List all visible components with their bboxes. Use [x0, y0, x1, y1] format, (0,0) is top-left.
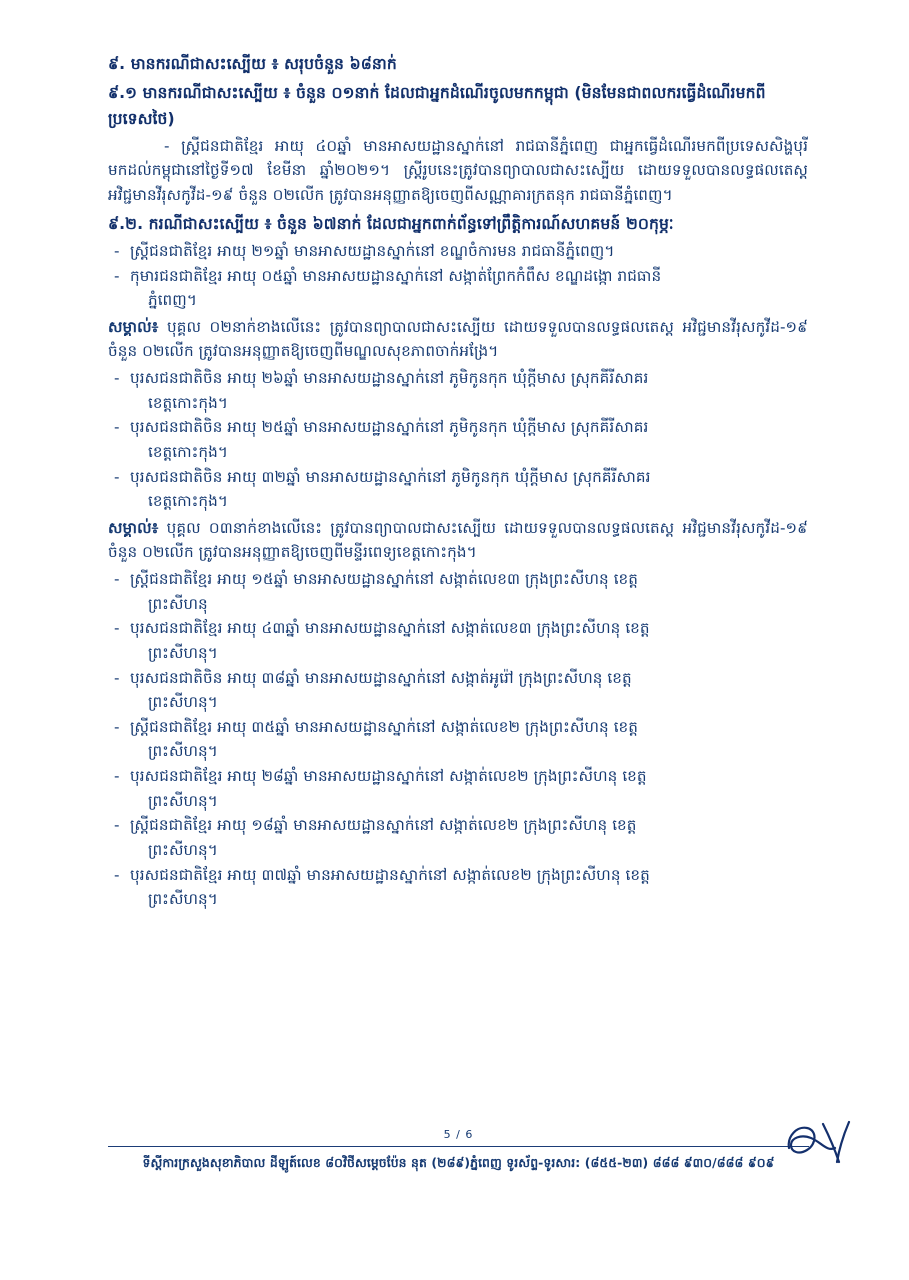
dash-marker: - — [114, 467, 120, 486]
page-number: 5 / 6 — [443, 1128, 474, 1141]
list-item-line-cont: ព្រះសីហនុ។ — [148, 643, 218, 662]
list-item — [108, 813, 808, 862]
list-item — [108, 863, 808, 912]
list-item-line-cont: ខេត្តកោះកុង។ — [148, 393, 228, 412]
list-item-line-cont: ព្រះសីហនុ។ — [148, 890, 218, 909]
list-item — [108, 715, 808, 764]
summary-text: បុគ្គល ០៣នាក់ខាងលើនេះ ត្រូវបានព្យាបាលជាសះស្បើយ ដោយទទួលបានលទ្ធផលតេស្ត អវិជ្ជមានវីរុសកូវីដ-១៩ ចំនួន ០២លើក ត្រូវបានអនុញ្ញាតឱ្យចេញពីមន្ទីរពេទ្យខេត្តកោះកុង។ — [108, 518, 808, 562]
list-item — [108, 264, 808, 313]
list-item-line: បុរសជនជាតិខ្មែរ អាយុ ៣៧ឆ្នាំ មានអាសយដ្ឋានស្នាក់នៅ សង្កាត់លេខ២ ក្រុងព្រះសីហនុ ខេត្ត — [130, 865, 650, 884]
dash-marker: - — [114, 865, 120, 884]
dash-marker: - — [114, 717, 120, 736]
list-item — [108, 366, 808, 415]
dash-marker: - — [114, 369, 120, 387]
section-heading-9-1: ៩.១ មានករណីជាសះស្បើយ ៖ ចំនួន ០១នាក់ ដែលជាអ្នកដំណើរចូលមកកម្ពុជា (មិនមែនជាពលករធ្វើដំណើរមកពីប្រទេសថៃ) — [108, 84, 766, 128]
case-list-group-2 — [108, 366, 808, 514]
summary-note-2 — [108, 516, 808, 565]
list-item-line: ស្ត្រីជនជាតិខ្មែរ អាយុ ៣៥ឆ្នាំ មានអាសយដ្ឋានស្នាក់នៅ សង្កាត់លេខ២ ក្រុងព្រះសីហនុ ខេត្ត — [130, 717, 638, 736]
document-body — [108, 52, 808, 912]
summary-text: បុគ្គល ០២នាក់ខាងលើនេះ ត្រូវបានព្យាបាលជាសះស្បើយ ដោយទទួលបានលទ្ធផលតេស្ត អវិជ្ជមានវីរុសកូវីដ-១៩ ចំនួន ០២លើក ត្រូវបានអនុញ្ញាតឱ្យចេញពីមណ្ឌលសុខភាពចាក់អង្រែ។ — [108, 317, 808, 361]
summary-label: សម្គាល់៖ — [108, 317, 159, 336]
dash-marker: - — [114, 816, 120, 835]
list-item-line-cont: ព្រះសីហនុ — [148, 594, 208, 613]
dash-marker: - — [114, 668, 120, 687]
list-item — [108, 415, 808, 464]
footer-divider — [108, 1146, 809, 1147]
list-item-line: បុរសជនជាតិចិន អាយុ ២៥ឆ្នាំ មានអាសយដ្ឋានស្នាក់នៅ ភូមិកូនកុក ឃុំក្ដីមាស ស្រុកគីរីសាគរ — [130, 418, 649, 437]
page-footer — [108, 1128, 809, 1173]
list-item-line-cont: ព្រះសីហនុ។ — [148, 693, 218, 712]
list-item-line: បុរសជនជាតិចិន អាយុ ២៦ឆ្នាំ មានអាសយដ្ឋានស្នាក់នៅ ភូមិកូនកុក ឃុំក្ដីមាស ស្រុកគីរីសាគរ — [130, 369, 649, 387]
dash-marker: - — [114, 767, 120, 785]
list-item-line: កុមារជនជាតិខ្មែរ អាយុ ០៥ឆ្នាំ មានអាសយដ្ឋានស្នាក់នៅ សង្កាត់ព្រែកកំពឹស ខណ្ឌដង្កោ រាជធានី — [130, 266, 662, 285]
list-item-line: ស្ត្រីជនជាតិខ្មែរ អាយុ ១៨ឆ្នាំ មានអាសយដ្ឋានស្នាក់នៅ សង្កាត់លេខ២ ក្រុងព្រះសីហនុ ខេត្ត — [130, 816, 637, 835]
list-item-line-cont: ខេត្តកោះកុង។ — [148, 442, 228, 461]
section-heading-9: ៩. មានករណីជាសះស្បើយ ៖ សរុបចំនួន ៦៨នាក់ — [108, 55, 397, 73]
dash-marker: - — [114, 570, 120, 588]
list-item-line: បុរសជនជាតិចិន អាយុ ៣៨ឆ្នាំ មានអាសយដ្ឋានស្នាក់នៅ សង្កាត់អូរ៉ៅ ក្រុងព្រះសីហនុ ខេត្ត — [130, 668, 632, 687]
list-item-line-cont: ព្រះសីហនុ។ — [148, 791, 218, 810]
signature-mark — [783, 1118, 857, 1168]
list-item-line: ស្ត្រីជនជាតិខ្មែរ អាយុ ២១ឆ្នាំ មានអាសយដ្ឋានស្នាក់នៅ ខណ្ឌចំការមន រាជធានីភ្នំពេញ។ — [130, 241, 615, 260]
list-item — [108, 567, 808, 616]
list-item-line: បុរសជនជាតិខ្មែរ អាយុ ២៨ឆ្នាំ មានអាសយដ្ឋានស្នាក់នៅ សង្កាត់លេខ២ ក្រុងព្រះសីហនុ ខេត្ត — [130, 767, 647, 785]
paragraph-9-1-case-1: - ស្ត្រីជនជាតិខ្មែរ អាយុ ៤០ឆ្នាំ មានអាសយដ្ឋានស្នាក់នៅ រាជធានីភ្នំពេញ ជាអ្នកធ្វើដំណើរមកពីប្រទេសសិង្ហបុរី មកដល់កម្ពុជានៅថ្ងៃទី១៧ ខែមីនា ឆ្នាំ២០២១។ ស្ត្រីរូបនេះត្រូវបានព្យាបាលជាសះស្បើយ ដោយទទួលបានលទ្ធផលតេស្ត អវិជ្ជមានវីរុសកូវីដ-១៩ ចំនួន ០២លើក ត្រូវបានអនុញ្ញាតឱ្យចេញពីសណ្ណាគារក្រតនុក រាជធានីភ្នំពេញ។ — [108, 136, 808, 204]
list-item-line-cont: ព្រះសីហនុ។ — [148, 742, 218, 761]
list-item-line: ស្ត្រីជនជាតិខ្មែរ អាយុ ១៥ឆ្នាំ មានអាសយដ្ឋានស្នាក់នៅ សង្កាត់លេខ៣ ក្រុងព្រះសីហនុ ខេត្ត — [130, 570, 638, 588]
list-item-line-cont: ខេត្តកោះកុង។ — [148, 492, 228, 511]
list-item-line-cont: ភ្នំពេញ។ — [148, 291, 197, 310]
dash-marker: - — [114, 241, 120, 260]
list-item — [108, 465, 808, 514]
list-item — [108, 616, 808, 665]
summary-note-1 — [108, 315, 808, 364]
list-item-line: បុរសជនជាតិខ្មែរ អាយុ ៤៣ឆ្នាំ មានអាសយដ្ឋានស្នាក់នៅ សង្កាត់លេខ៣ ក្រុងព្រះសីហនុ ខេត្ត — [130, 619, 650, 638]
summary-label: សម្គាល់៖ — [108, 518, 159, 537]
dash-marker: - — [114, 418, 120, 437]
list-item-line-cont: ព្រះសីហនុ។ — [148, 840, 218, 859]
section-heading-9-2: ៩.២. ករណីជាសះស្បើយ ៖ ចំនួន ៦៧នាក់ ដែលជាអ្នកពាក់ព័ន្ធទៅព្រឹត្តិការណ៍សហគមន៍ ២០កុម្ភៈ — [108, 214, 674, 233]
footer-contact-text: ទីស្ដីការក្រសួងសុខាភិបាល ដីឡូត៍លេខ ៨០វិថីសម្ដេចប៉ែន នុត (២៨៩)ភ្នំពេញ ទូរស័ព្ទ-ទូរសារ: (៨៥៥-២៣) ៨៨៨ ៩៣០/៨៨៨ ៩០៩ — [142, 1155, 775, 1170]
dash-marker: - — [114, 619, 120, 638]
list-item — [108, 239, 808, 264]
case-list-group-3 — [108, 567, 808, 912]
list-item — [108, 764, 808, 813]
list-item — [108, 666, 808, 715]
case-list-group-1 — [108, 239, 808, 313]
dash-marker: - — [114, 266, 120, 285]
list-item-line: បុរសជនជាតិចិន អាយុ ៣២ឆ្នាំ មានអាសយដ្ឋានស្នាក់នៅ ភូមិកូនកុក ឃុំក្ដីមាស ស្រុកគីរីសាគរ — [130, 467, 651, 486]
